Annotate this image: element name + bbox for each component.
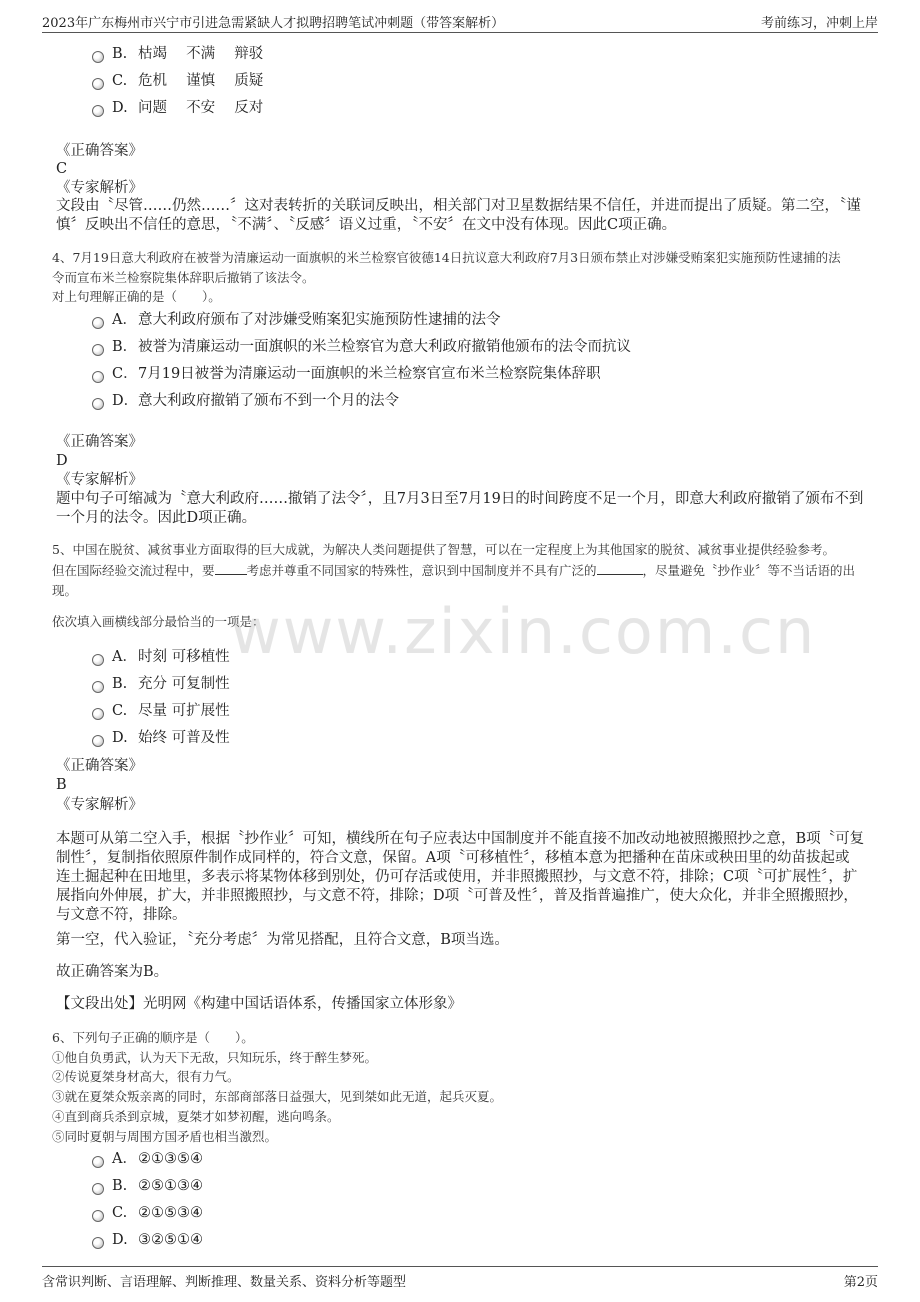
q3-option-c[interactable]: C. 危机 谨慎 质疑: [92, 71, 263, 91]
q5-analysis-line: 故正确答案为B。: [56, 964, 169, 980]
q5-analysis-line: 本题可从第二空入手，根据〝抄作业〞可知，横线所在句子应表达中国制度并不能直接不加改动地被照搬照抄之意，B项〝可复: [56, 831, 865, 847]
q5-analysis-line: 连土掘起种在田地里，多表示将某物体移到别处，仍可存活或使用，并非照搬照抄，与文意不符，排除；C项〝可扩展性〞，扩: [56, 869, 858, 885]
q4-stem: 4、7月19日意大利政府在被誉为清廉运动一面旗帜的米兰检察官彼德14日抗议意大利政府7月3日颁布禁止对涉嫌受贿案犯实施预防性逮捕的法: [52, 250, 841, 265]
q3-answer-label: 《正确答案》: [56, 143, 143, 159]
q5-answer: B: [56, 777, 67, 793]
q5-answer-label: 《正确答案》: [56, 758, 143, 774]
q6-sentence: ⑤同时夏朝与周围方国矛盾也相当激烈。: [52, 1129, 278, 1144]
q5-option-b[interactable]: B. 充分 可复制性: [92, 674, 230, 694]
q5-analysis-line: 第一空，代入验证，〝充分考虑〞为常见搭配，且符合文意，B项当选。: [56, 932, 509, 948]
q4-answer: D: [56, 453, 68, 469]
radio-icon[interactable]: [92, 1210, 104, 1222]
q5-analysis-line: 与文意不符，排除。: [56, 907, 187, 923]
radio-icon[interactable]: [92, 317, 104, 329]
radio-icon[interactable]: [92, 344, 104, 356]
q5-analysis-line: 展指向外伸展，扩大，并非照搬照抄，与文意不符，排除；D项〝可普及性〞，普及指普遍推广，使大众化，并非全照搬照抄，: [56, 888, 858, 904]
q5-analysis-line: 制性〞，复制指依照原件制作成同样的，符合文意，保留。A项〝可移植性〞，移植本意为把播种在苗床或秧田里的幼苗拔起或: [56, 850, 850, 866]
q5-analysis-label: 《专家解析》: [56, 797, 143, 813]
watermark: www.zixin.com.cn: [230, 595, 817, 668]
radio-icon[interactable]: [92, 105, 104, 117]
q5-stem: 但在国际经验交流过程中，要 考虑并尊重不同国家的特殊性，意识到中国制度并不具有广泛的 ，尽量避免〝抄作业〞等不当话语的出: [52, 563, 856, 578]
q4-analysis-label: 《专家解析》: [56, 472, 143, 488]
q4-answer-label: 《正确答案》: [56, 434, 143, 450]
q6-option-a[interactable]: A．②①③⑤④: [92, 1149, 203, 1169]
q3-analysis-line: 文段由〝尽管……仍然……〞这对表转折的关联词反映出，相关部门对卫星数据结果不信任，并进而提出了质疑。第二空，〝谨: [56, 198, 861, 214]
q5-option-d[interactable]: D. 始终 可普及性: [92, 728, 230, 748]
q4-option-a[interactable]: A．意大利政府颁布了对涉嫌受贿案犯实施预防性逮捕的法令: [92, 310, 501, 330]
q3-option-b[interactable]: B. 枯竭 不满 辩驳: [92, 44, 263, 64]
q3-answer: C: [56, 161, 68, 177]
radio-icon[interactable]: [92, 398, 104, 410]
q4-analysis-line: 一个月的法令。因此D项正确。: [56, 510, 257, 526]
radio-icon[interactable]: [92, 654, 104, 666]
radio-icon[interactable]: [92, 51, 104, 63]
q6-stem: 6、下列句子正确的顺序是（ ）。: [52, 1030, 254, 1045]
q6-option-d[interactable]: D. ③②⑤①④: [92, 1230, 203, 1250]
radio-icon[interactable]: [92, 708, 104, 720]
blank-2: [597, 574, 643, 575]
page-number: 第2页: [843, 1275, 878, 1290]
header-divider: [42, 32, 878, 33]
q3-option-d[interactable]: D. 问题 不安 反对: [92, 98, 263, 118]
q5-stem: 现。: [52, 583, 78, 598]
q4-stem: 令而宣布米兰检察院集体辞职后撤销了该法令。: [52, 270, 315, 285]
page-header: [42, 12, 878, 30]
q6-sentence: ③就在夏桀众叛亲离的同时，东部商部落日益强大，见到桀如此无道，起兵灭夏。: [52, 1089, 503, 1104]
radio-icon[interactable]: [92, 1237, 104, 1249]
q5-source: 【文段出处】光明网《构建中国话语体系，传播国家立体形象》: [56, 996, 462, 1012]
header-slogan: 考前练习，冲刺上岸: [760, 16, 878, 31]
footer-divider: [42, 1266, 878, 1267]
q4-option-c[interactable]: C．7月19日被誉为清廉运动一面旗帜的米兰检察官宣布米兰检察院集体辞职: [92, 364, 601, 384]
radio-icon[interactable]: [92, 1156, 104, 1168]
q5-stem: 5、中国在脱贫、减贫事业方面取得的巨大成就，为解决人类问题提供了智慧，可以在一定程度上为其他国家的脱贫、减贫事业提供经验参考。: [52, 542, 835, 557]
q3-analysis-label: 《专家解析》: [56, 180, 143, 196]
q6-sentence: ①他自负勇武，认为天下无敌，只知玩乐，终于醉生梦死。: [52, 1050, 378, 1065]
q6-option-b[interactable]: B. ②⑤①③④: [92, 1176, 203, 1196]
blank-1: [215, 574, 247, 575]
q4-analysis-line: 题中句子可缩减为〝意大利政府……撤销了法令〞，且7月3日至7月19日的时间跨度不足一个月，即意大利政府撤销了颁布不到: [56, 491, 864, 507]
radio-icon[interactable]: [92, 735, 104, 747]
q4-option-b[interactable]: B．被誉为清廉运动一面旗帜的米兰检察官为意大利政府撤销他颁布的法令而抗议: [92, 337, 631, 357]
radio-icon[interactable]: [92, 681, 104, 693]
radio-icon[interactable]: [92, 1183, 104, 1195]
footer-text: 含常识判断、言语理解、判断推理、数量关系、资料分析等题型: [42, 1275, 407, 1290]
q5-option-c[interactable]: C. 尽量 可扩展性: [92, 701, 230, 721]
q3-analysis-line: 慎〞反映出不信任的意思，〝不满〞、〝反感〞语义过重，〝不安〞在文中没有体现。因此C项正确。: [56, 217, 677, 233]
document-title: 2023年广东梅州市兴宁市引进急需紧缺人才拟聘招聘笔试冲刺题（带答案解析）: [42, 16, 505, 31]
radio-icon[interactable]: [92, 78, 104, 90]
q4-prompt: 对上句理解正确的是（ ）。: [52, 289, 221, 304]
q5-prompt: 依次填入画横线部分最恰当的一项是：: [52, 614, 265, 629]
q5-option-a[interactable]: A．时刻 可移植性: [92, 647, 230, 667]
q6-option-c[interactable]: C. ②①⑤③④: [92, 1203, 203, 1223]
q6-sentence: ④直到商兵杀到京城，夏桀才如梦初醒，逃向鸣条。: [52, 1109, 340, 1124]
q4-option-d[interactable]: D．意大利政府撤销了颁布不到一个月的法令: [92, 391, 399, 411]
q6-sentence: ②传说夏桀身材高大，很有力气。: [52, 1069, 240, 1084]
radio-icon[interactable]: [92, 371, 104, 383]
